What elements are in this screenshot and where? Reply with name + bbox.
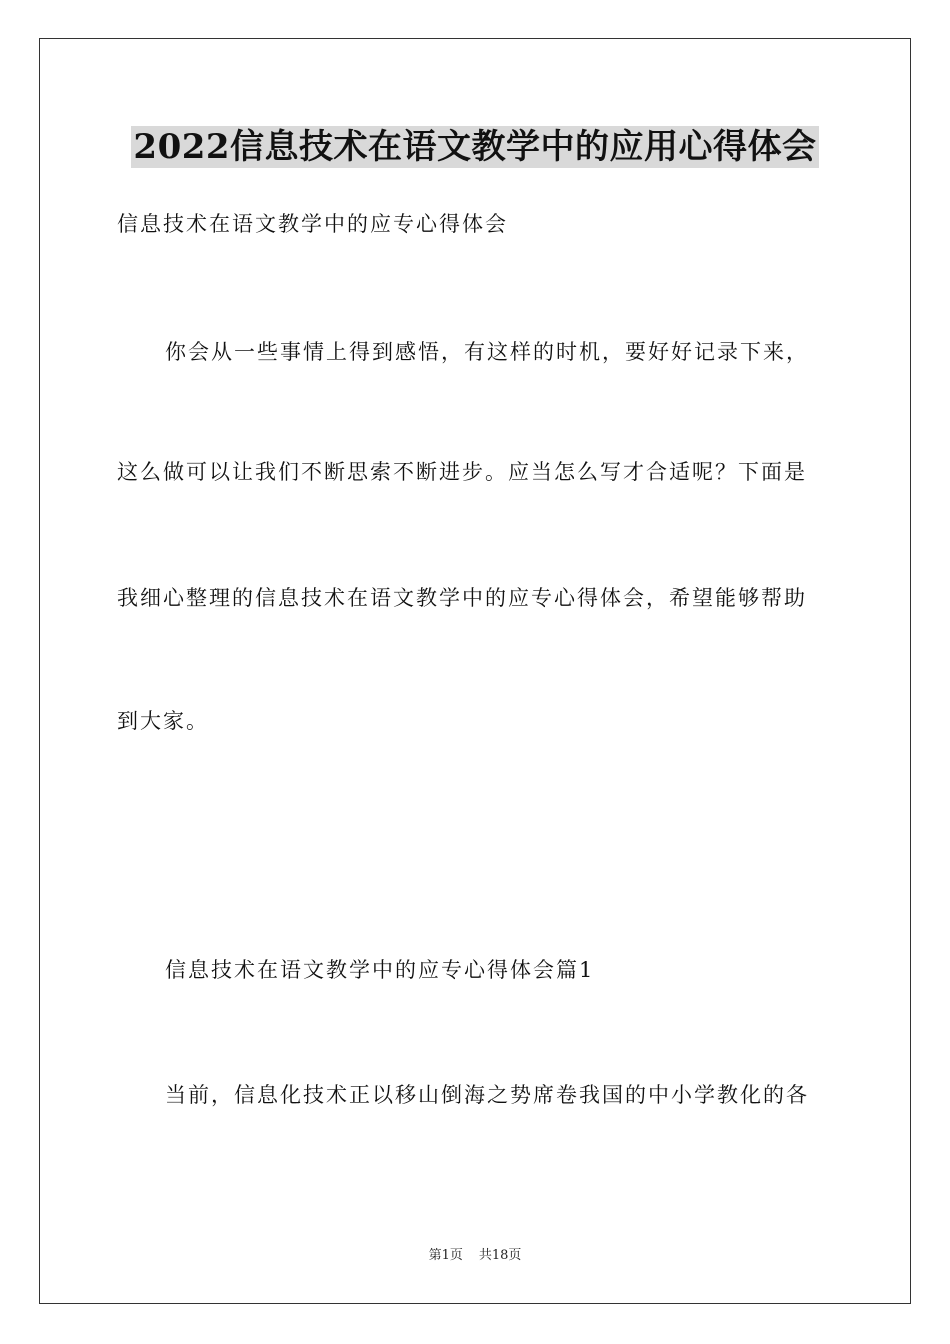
paragraph-line-4: 到大家。 bbox=[117, 709, 209, 733]
page-number: 第1页 bbox=[428, 1248, 463, 1263]
paragraph-line-3: 我细心整理的信息技术在语文教学中的应专心得体会，希望能够帮助 bbox=[117, 586, 807, 610]
paragraph-line-1: 你会从一些事情上得到感悟，有这样的时机，要好好记录下来， bbox=[165, 340, 809, 364]
section-first-line: 当前，信息化技术正以移山倒海之势席卷我国的中小学教化的各 bbox=[165, 1083, 809, 1107]
title-container bbox=[0, 126, 950, 168]
total-pages: 共18页 bbox=[478, 1248, 522, 1263]
document-title: 2022信息技术在语文教学中的应用心得体会 bbox=[133, 127, 817, 167]
page-footer bbox=[0, 1247, 950, 1265]
section-heading: 信息技术在语文教学中的应专心得体会篇1 bbox=[165, 958, 595, 982]
document-subtitle: 信息技术在语文教学中的应专心得体会 bbox=[117, 212, 508, 236]
paragraph-line-2: 这么做可以让我们不断思索不断进步。应当怎么写才合适呢？下面是 bbox=[117, 460, 807, 484]
